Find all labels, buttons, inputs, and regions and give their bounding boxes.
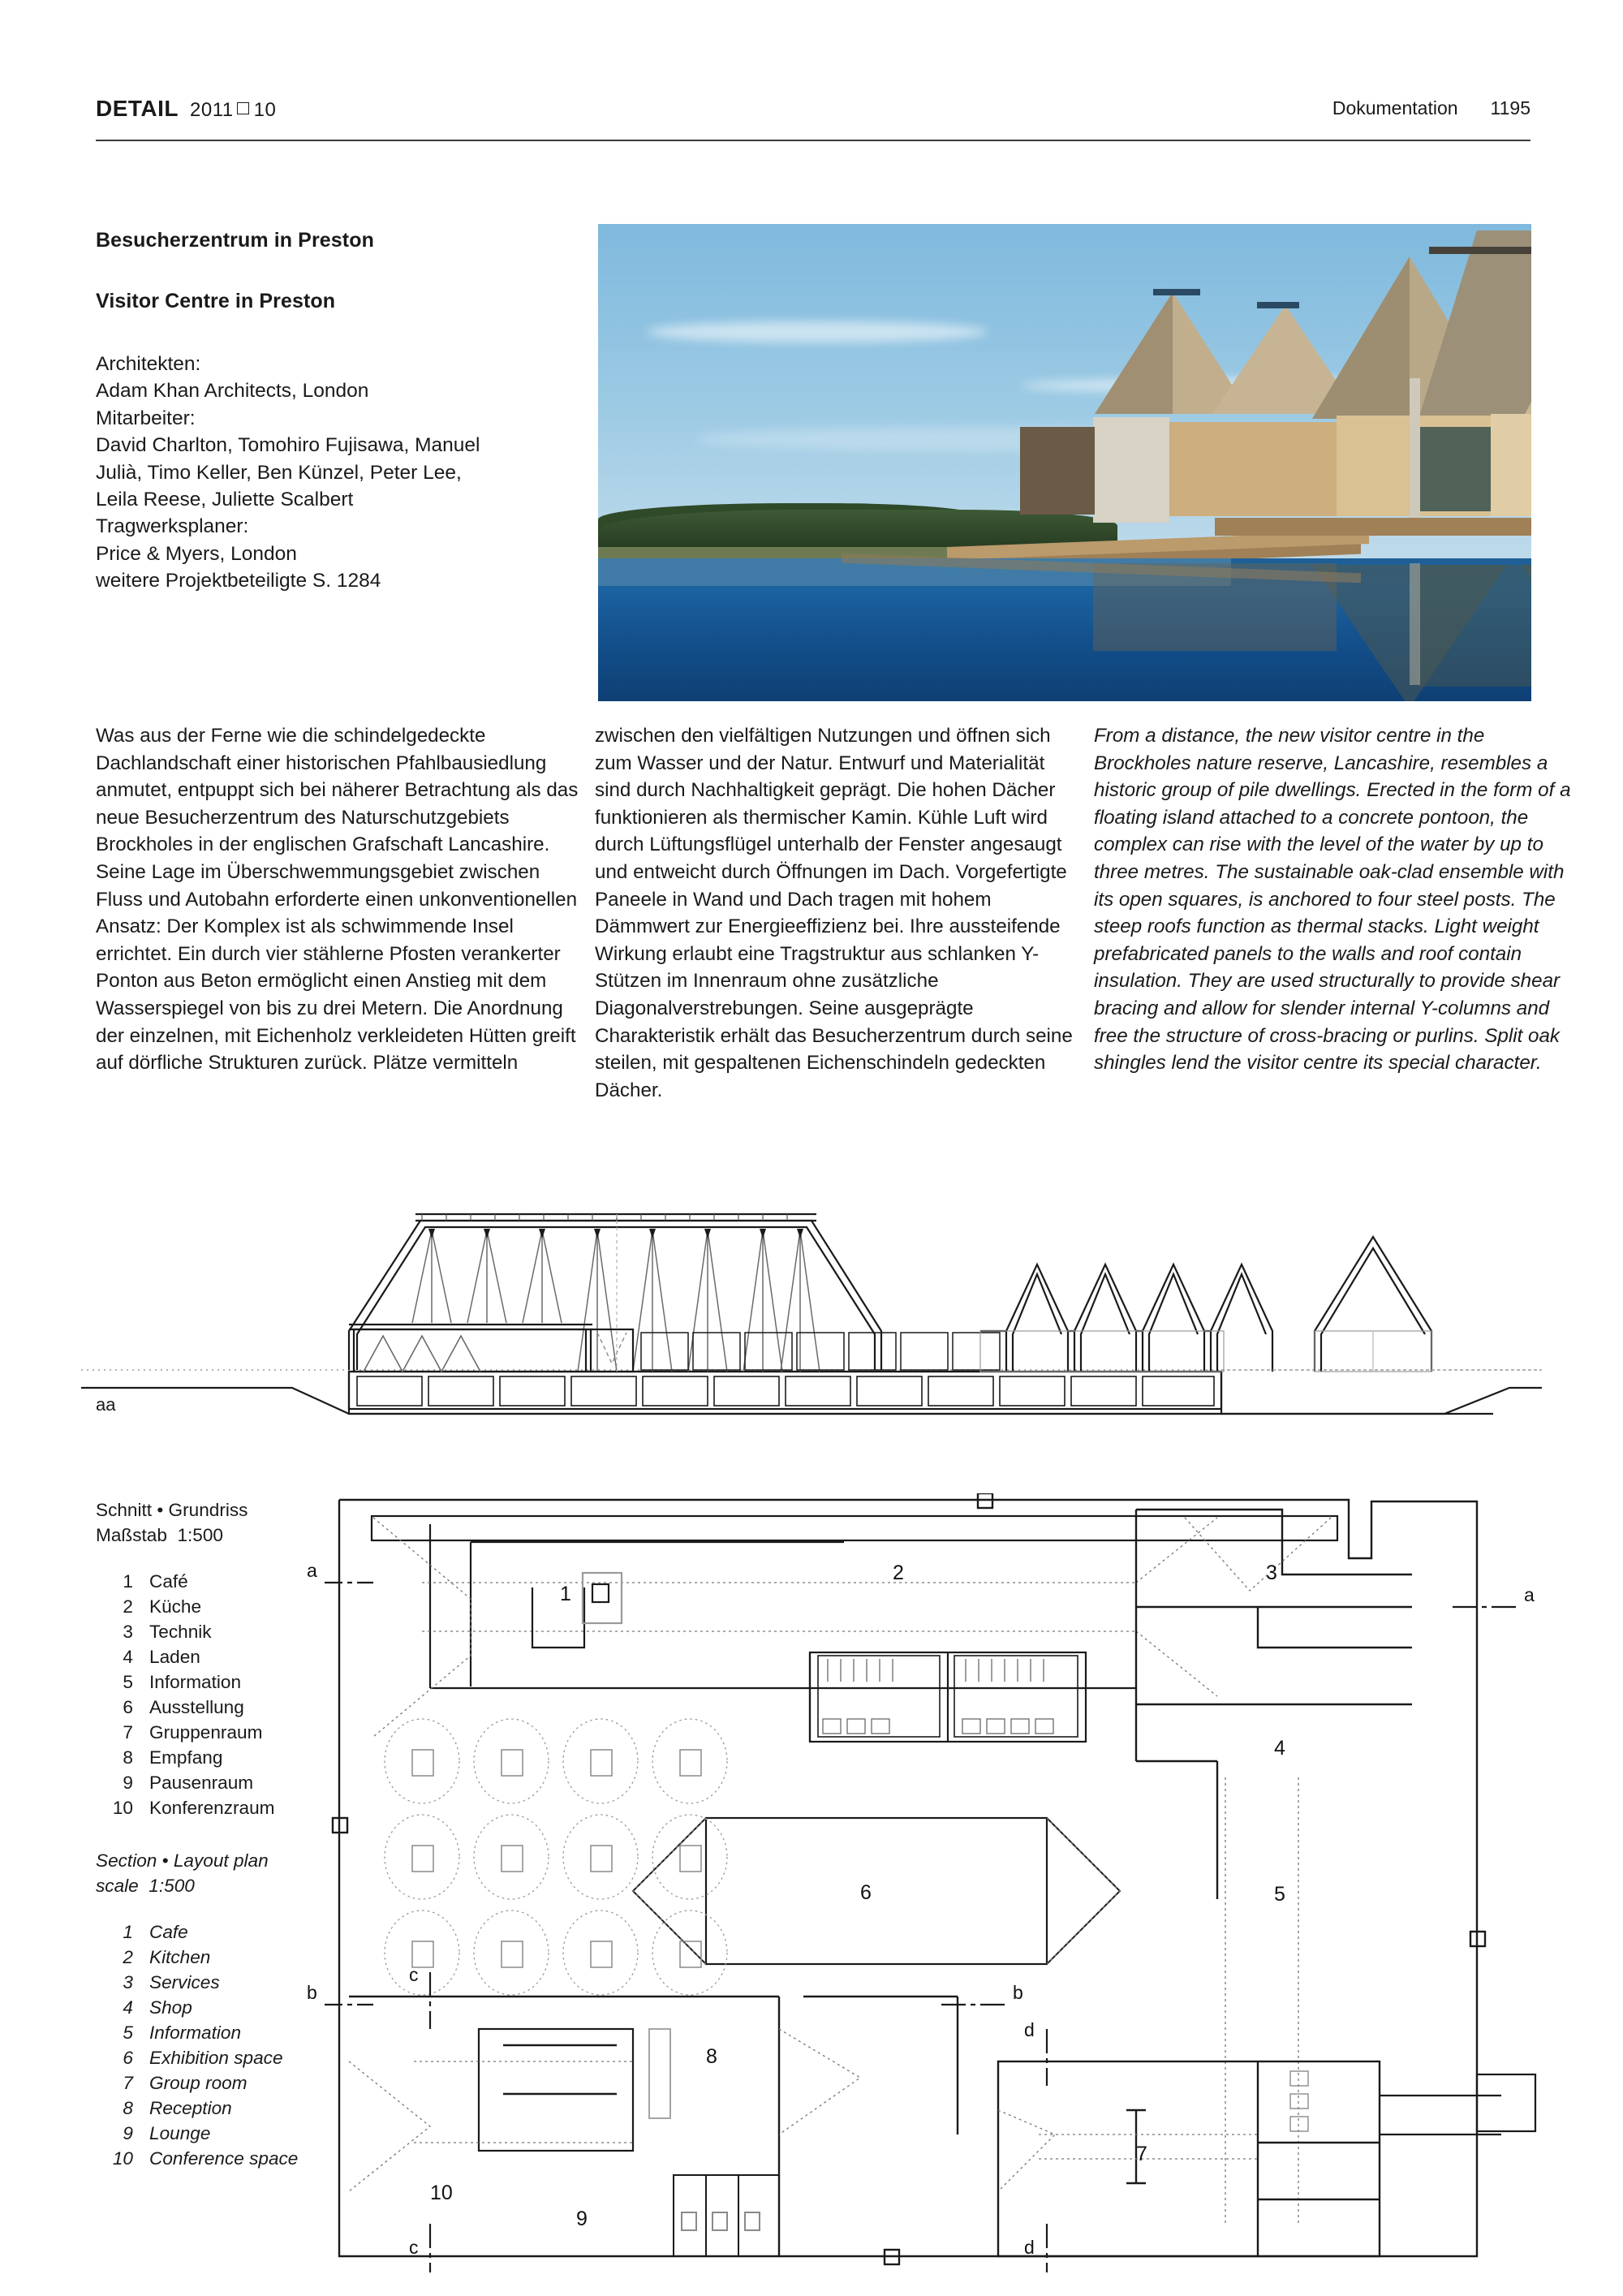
running-head-left xyxy=(96,96,276,122)
legend-number: 10 xyxy=(112,2148,133,2169)
steel-post xyxy=(1410,378,1420,524)
legend-number: 3 xyxy=(123,1622,133,1642)
legend-item xyxy=(96,1695,339,1720)
concrete-wall xyxy=(1093,417,1169,523)
detail-logo: DETAIL xyxy=(96,96,179,121)
plan-room-number-3: 3 xyxy=(1266,1562,1277,1584)
credit-line: Leila Reese, Juliette Scalbert xyxy=(96,489,354,511)
legend-number: 6 xyxy=(123,1697,133,1717)
legend-number: 1 xyxy=(123,1571,133,1592)
legend-scale-en: scale 1:500 xyxy=(96,1876,195,1896)
legend-number: 5 xyxy=(123,2022,133,2043)
legend-item xyxy=(96,1945,339,1970)
title-block xyxy=(96,229,583,313)
section-mark-c-top: c xyxy=(409,1964,419,1985)
legend-label: Kitchen xyxy=(149,1947,211,1967)
plan-room-number-2: 2 xyxy=(893,1562,904,1584)
shingle-roof-shadow xyxy=(1095,292,1173,414)
plan-room-number-9: 9 xyxy=(576,2208,588,2230)
plan-room-number-1: 1 xyxy=(560,1583,571,1605)
legend-number: 9 xyxy=(123,2123,133,2143)
legend-label: Technik xyxy=(149,1622,212,1642)
legend-number: 2 xyxy=(123,1596,133,1617)
legend-item xyxy=(96,1720,339,1745)
ridge-cap xyxy=(1153,289,1200,295)
running-head-right xyxy=(1332,97,1530,119)
legend-label: Information xyxy=(149,2022,242,2043)
section-label-aa: aa xyxy=(96,1394,116,1415)
post-reflection xyxy=(1410,563,1420,685)
legend-label: Ausstellung xyxy=(149,1697,244,1717)
oak-cladding xyxy=(1491,414,1531,516)
cloud xyxy=(647,321,988,342)
issue-number: 10 xyxy=(253,99,277,121)
page-number: 1195 xyxy=(1490,97,1530,118)
credit-line: Julià, Timo Keller, Ben Künzel, Peter Lee, xyxy=(96,461,462,484)
legend-item xyxy=(96,1619,339,1644)
legend-item xyxy=(96,1795,339,1820)
legend-item xyxy=(96,1594,339,1619)
legend-label: Küche xyxy=(149,1596,202,1617)
legend-label: Conference space xyxy=(149,2148,299,2169)
legend-label: Gruppenraum xyxy=(149,1722,263,1742)
section-mark-b-left: b xyxy=(307,1982,317,2003)
legend-item xyxy=(96,1770,339,1795)
legend-number: 4 xyxy=(123,1647,133,1667)
section-drawing xyxy=(81,1201,1542,1445)
plan-room-number-10: 10 xyxy=(430,2182,453,2204)
section-name: Dokumentation xyxy=(1332,97,1458,118)
legend-item xyxy=(96,1970,339,1995)
legend-item xyxy=(96,2096,339,2121)
legend-label: Group room xyxy=(149,2073,248,2093)
legend-number: 10 xyxy=(112,1798,133,1818)
section-mark-a-left: a xyxy=(307,1560,317,1581)
credit-line: Tragwerksplaner: xyxy=(96,515,249,538)
credit-line: Architekten: xyxy=(96,353,201,375)
legend-item xyxy=(96,2121,339,2146)
body-column-en: From a distance, the new visitor centre in the Brockholes nature reserve, Lancashire, resembles a historic group of pile dwellings. Erected in the form of a floating island attached to a concrete pontoon, the complex can rise with the level of the water by up to three metres. The sustainable oak-clad ensemble with its open squares, is anchored to four steel posts. The steep roofs function as thermal stacks. Light weight prefabricated panels to the walls and roof contain insulation. They are used structurally to provide shear bracing and allow for slender internal Y-columns and free the structure of cross-bracing or purlins. Split oak shingles lend the visitor centre its special character. xyxy=(1094,725,1571,1075)
credit-line: David Charlton, Tomohiro Fujisawa, Manuel xyxy=(96,434,480,457)
legend-label: Lounge xyxy=(149,2123,211,2143)
legend-label: Empfang xyxy=(149,1747,223,1768)
header-rule xyxy=(96,140,1530,141)
section-mark-d-top: d xyxy=(1024,2019,1035,2040)
legend-item xyxy=(96,1644,339,1669)
section-mark-c-bottom: c xyxy=(409,2237,419,2258)
recessed-opening xyxy=(1020,427,1095,515)
legend-number: 7 xyxy=(123,1722,133,1742)
running-head xyxy=(96,96,1530,138)
plan-room-number-4: 4 xyxy=(1274,1737,1285,1760)
section-mark-b-right: b xyxy=(1013,1982,1023,2003)
legend-item xyxy=(96,1569,339,1594)
section-svg xyxy=(81,1201,1542,1445)
legend-number: 9 xyxy=(123,1773,133,1793)
legend-label: Exhibition space xyxy=(149,2048,283,2068)
legend-label: Laden xyxy=(149,1647,200,1667)
legend-label: Konferenzraum xyxy=(149,1798,275,1818)
legend-item xyxy=(96,1919,339,1945)
legend-number: 5 xyxy=(123,1672,133,1692)
credit-line: weitere Projektbeteiligte S. 1284 xyxy=(96,570,381,592)
credit-line: Mitarbeiter: xyxy=(96,407,196,429)
legend-item xyxy=(96,1669,339,1695)
legend-list-en xyxy=(96,1919,339,2171)
legend-item xyxy=(96,1745,339,1770)
issue-year: 2011 xyxy=(190,99,234,121)
square-bullet-icon xyxy=(237,102,249,114)
legend-label: Shop xyxy=(149,1997,192,2018)
issue-line xyxy=(190,99,276,122)
legend-spacer xyxy=(96,1820,339,1848)
legend-item xyxy=(96,2045,339,2070)
window-band xyxy=(1414,427,1492,511)
legend-title-en: Section • Layout plan xyxy=(96,1850,269,1871)
plan-room-number-5: 5 xyxy=(1274,1883,1285,1906)
legend-number: 8 xyxy=(123,1747,133,1768)
legend-list-de xyxy=(96,1569,339,1820)
jetty xyxy=(1215,518,1531,536)
legend-item xyxy=(96,2020,339,2045)
legend-scale-de: Maßstab 1:500 xyxy=(96,1525,223,1545)
legend-label: Reception xyxy=(149,2098,232,2118)
legend-number: 6 xyxy=(123,2048,133,2068)
legend-title-de: Schnitt • Grundriss xyxy=(96,1500,248,1520)
credit-line: Adam Khan Architects, London xyxy=(96,380,369,403)
oak-cladding xyxy=(1169,422,1337,516)
legend-number: 8 xyxy=(123,2098,133,2118)
legend-number: 4 xyxy=(123,1997,133,2018)
layout-plan-drawing xyxy=(307,1493,1542,2272)
shingle-roof-large-shadow xyxy=(1312,256,1410,419)
body-column-de-2: zwischen den vielfältigen Nutzungen und öffnen sich zum Wasser und der Natur. Entwurf und Materialität sind durch Nachhaltigkeit geprägt. Die hohen Dächer funktionieren als thermischer Kamin. Kühle Luft wird durch Lüftungsflügel unterhalb der Fenster angesaugt und entweicht durch Öffnungen im Dach. Vorgefertigte Paneele in Wand und Dach tragen mit hohem Dämmwert zur Energieeffizienz bei. Ihre aussteifende Wirkung erlaubt eine Tragstruktur aus schlanken Y-Stützen im Innenraum ohne zusätzliche Diagonalverstrebungen. Seine ausgeprägte Charakteristik erhält das Besucherzentrum durch seine steilen, mit gespaltenen Eichenschindeln gedeckten Dächer. xyxy=(595,725,1073,1101)
ridge-cap xyxy=(1257,302,1299,308)
legend-label: Café xyxy=(149,1571,188,1592)
plan-room-number-8: 8 xyxy=(706,2045,717,2068)
plan-room-number-6: 6 xyxy=(860,1881,872,1904)
legend-item xyxy=(96,2070,339,2096)
legend-label: Information xyxy=(149,1672,242,1692)
shingle-roof xyxy=(1522,247,1531,420)
legend-label: Pausenraum xyxy=(149,1773,254,1793)
hero-photograph xyxy=(598,224,1531,701)
legend-number: 3 xyxy=(123,1972,133,1992)
body-column-de-1: Was aus der Ferne wie die schindelgedeckte Dachlandschaft einer historischen Pfahlbausiedlung anmutet, entpuppt sich bei näherer Betrachtung als das neue Besucherzentrum des Naturschutzgebiets Brockholes in der englischen Grafschaft Lancashire. Seine Lage im Überschwemmungsgebiet zwischen Fluss und Autobahn erforderte einen unkonventionellen Ansatz: Der Komplex ist als schwimmende Insel errichtet. Ein durch vier stählerne Pfosten verankerter Ponton aus Beton ermöglicht einen Anstieg mit dem Wasserspiegel von bis zu drei Metern. Die Anordnung der einzelnen, mit Eichenholz verkleideten Hütten greift auf dörfliche Strukturen zurück. Plätze vermitteln xyxy=(96,725,579,1075)
credit-line: Price & Myers, London xyxy=(96,542,297,565)
page-title-en: Visitor Centre in Preston xyxy=(96,290,336,312)
credits-block xyxy=(96,351,583,595)
page-title-de: Besucherzentrum in Preston xyxy=(96,229,374,252)
legend-label: Cafe xyxy=(149,1922,188,1942)
legend-item xyxy=(96,2146,339,2171)
drawing-legend xyxy=(96,1497,339,2171)
section-mark-d-bottom: d xyxy=(1024,2237,1035,2258)
plan-room-number-7: 7 xyxy=(1136,2143,1147,2165)
legend-label: Services xyxy=(149,1972,220,1992)
roof-reflection xyxy=(1418,565,1531,687)
legend-number: 1 xyxy=(123,1922,133,1942)
plan-svg xyxy=(325,1493,1542,2272)
legend-number: 2 xyxy=(123,1947,133,1967)
legend-number: 7 xyxy=(123,2073,133,2093)
legend-item xyxy=(96,1995,339,2020)
section-mark-a-right: a xyxy=(1524,1584,1535,1605)
ridge-cap xyxy=(1429,247,1531,254)
